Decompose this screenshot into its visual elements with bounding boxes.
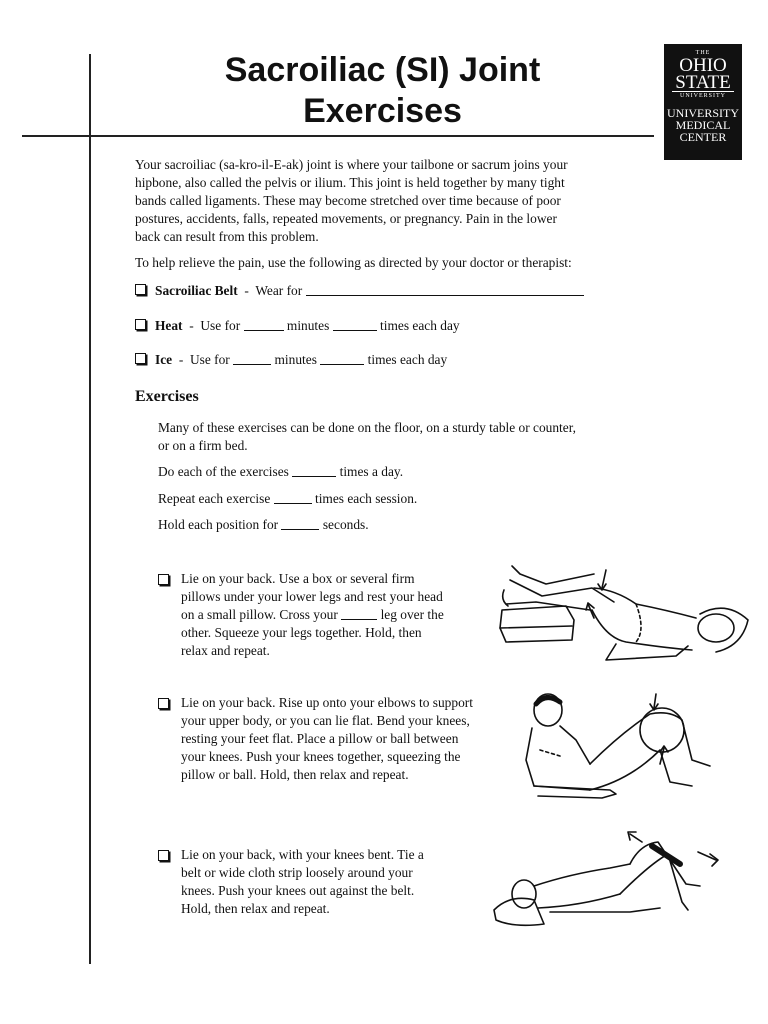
ice-minutes-blank[interactable] (233, 352, 271, 365)
osu-medical-center-logo: THE OHIO STATE UNIVERSITY UNIVERSITY MEDICAL CENTER (664, 44, 742, 160)
ice-times-blank[interactable] (320, 352, 364, 365)
heat-minutes-blank[interactable] (244, 318, 284, 331)
page-title: Sacroiliac (SI) Joint Exercises (224, 51, 541, 130)
checkbox-icon[interactable] (135, 319, 146, 330)
exercise-1-illustration (496, 560, 750, 672)
header-rule (22, 135, 654, 137)
exercise-item-1: Lie on your back. Use a box or several firm pillows under your lower legs and rest your head on a small pillow. Cross your leg over the other. Squeeze your legs together. Hold, then relax and repeat. (158, 570, 444, 660)
checkbox-icon[interactable] (158, 698, 169, 709)
exercise-3-illustration (490, 824, 726, 928)
hold-seconds-blank[interactable] (281, 517, 319, 530)
exercises-heading: Exercises (135, 388, 199, 405)
intro-paragraph: Your sacroiliac (sa-kro-il-E-ak) joint is where your tailbone or sacrum joins your hipbone, also called the pelvis or ilium. This joint is held together by many tight bands called ligaments. These may become stretched over time because of poor postures, accidents, falls, repeated movements, or pregnancy. Pain in the lower back can result from this problem. (135, 157, 568, 244)
exercise-item-3: Lie on your back, with your knees bent. Tie a belt or wide cloth strip loosely around your knees. Push your knees out against the belt. Hold, then relax and repeat. (158, 846, 424, 918)
treatment-belt: Sacroiliac Belt - Wear for (135, 282, 584, 300)
do-each-line: Do each of the exercises times a day. (158, 464, 404, 479)
belt-duration-blank[interactable] (306, 283, 584, 296)
exercises-intro: Many of these exercises can be done on the floor, on a sturdy table or counter, or on a firm bed. (158, 420, 576, 453)
checkbox-icon[interactable] (158, 574, 169, 585)
hold-line: Hold each position for seconds. (158, 517, 369, 532)
heat-times-blank[interactable] (333, 318, 377, 331)
exercise-2-illustration (520, 690, 720, 802)
checkbox-icon[interactable] (135, 353, 146, 364)
left-margin-rule (89, 54, 91, 964)
treatment-heat: Heat - Use for minutes times each day (135, 317, 460, 335)
treatment-ice: Ice - Use for minutes times each day (135, 351, 447, 369)
checkbox-icon[interactable] (158, 850, 169, 861)
repeat-line: Repeat each exercise times each session. (158, 491, 418, 506)
directions-text: To help relieve the pain, use the following as directed by your doctor or therapist: (135, 255, 572, 270)
times-per-day-blank[interactable] (292, 464, 336, 477)
leg-side-blank[interactable] (341, 607, 377, 620)
checkbox-icon[interactable] (135, 284, 146, 295)
exercise-item-2: Lie on your back. Rise up onto your elbows to support your upper body, or you can lie flat. Bend your knees, resting your feet flat. Place a pillow or ball between your knees. Push your knees together, squeezing the pillow or ball. Hold, then relax and repeat. (158, 694, 473, 784)
repetitions-blank[interactable] (274, 491, 312, 504)
